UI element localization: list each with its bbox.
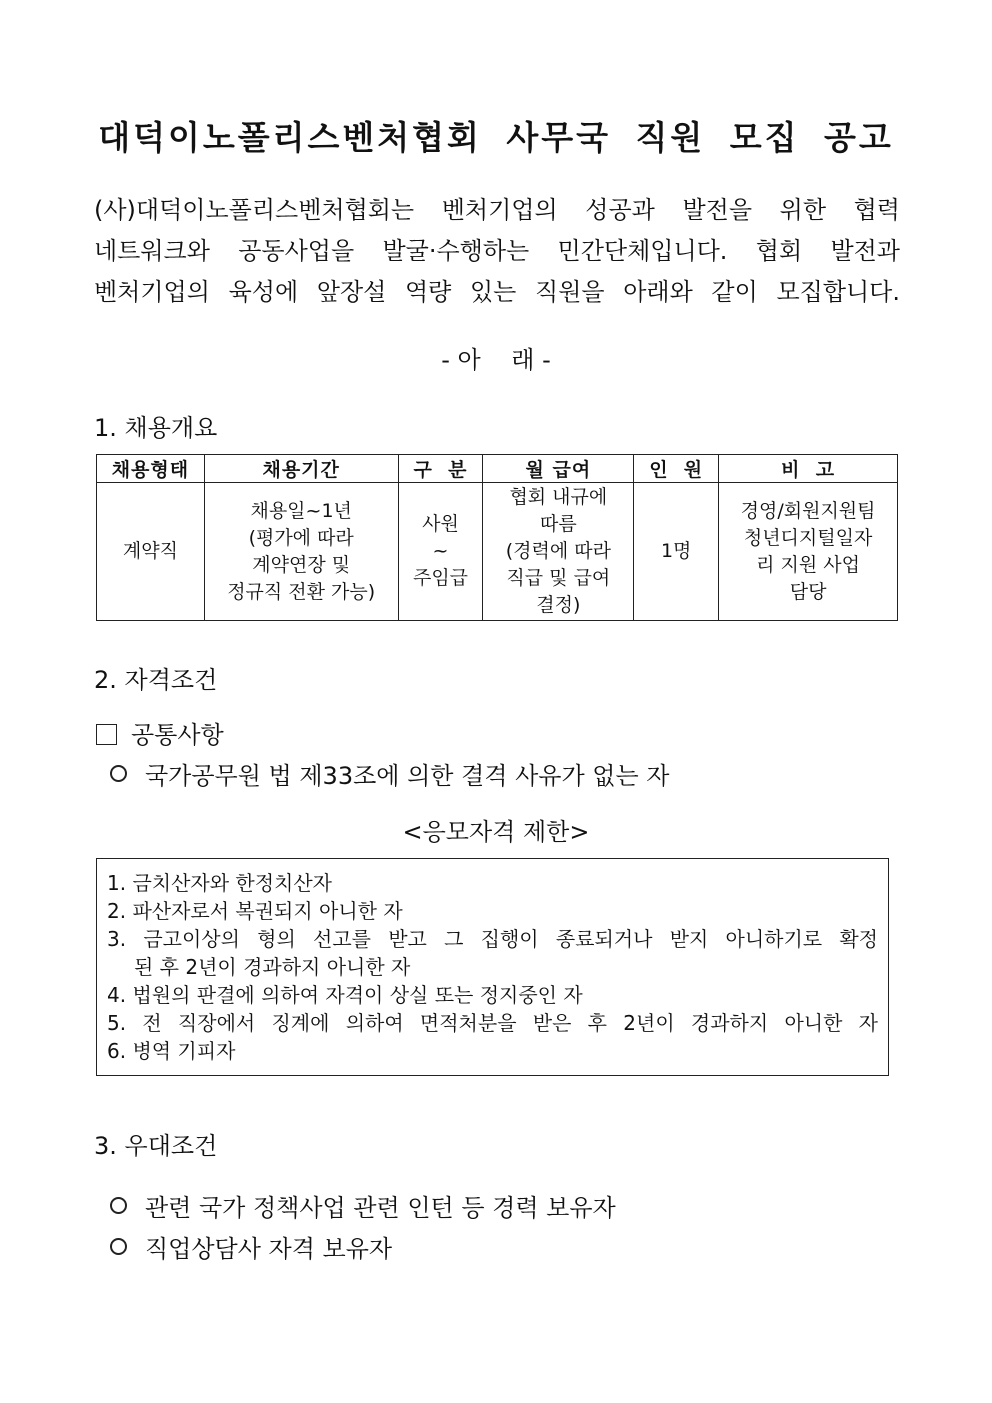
section-heading-overview: 1. 채용개요 — [94, 414, 218, 442]
common-heading-label: 공통사항 — [131, 721, 224, 749]
rank-cell — [398, 483, 483, 621]
intro-paragraph — [94, 190, 900, 313]
cell-line: 청년디지털일자 — [743, 526, 873, 549]
page-title: 대덕이노폴리스벤처협회 사무국 직원 모집 공고 — [98, 118, 894, 157]
cell-line: 리 지원 사업 — [756, 553, 861, 576]
intro-line: 네트워크와 공동사업을 발굴·수행하는 민간단체입니다. 협회 발전과 — [94, 237, 900, 265]
cell-line: 담당 — [789, 580, 827, 603]
table-header: 월 급여 — [483, 455, 634, 483]
list-item: 5. 전 직장에서 징계에 의하여 면적처분을 받은 후 2년이 경과하지 아니한 자 — [107, 1011, 878, 1035]
list-item: 4. 법원의 판결에 의하여 자격이 상실 또는 정지중인 자 — [107, 983, 583, 1007]
salary-cell — [483, 483, 634, 621]
cell-line: 경영/회원지원팀 — [740, 499, 876, 522]
cell-line: 계약연장 및 — [252, 553, 351, 576]
cell-line: 주임급 — [412, 567, 469, 589]
list-item-continuation: 된 후 2년이 경과하지 아니한 자 — [134, 955, 411, 979]
restrictions-box — [96, 858, 889, 1076]
circle-bullet-icon — [110, 1197, 127, 1214]
list-item: 3. 금고이상의 형의 선고를 받고 그 집행이 종료되거나 받지 아니하기로 확정 — [107, 927, 878, 951]
note-cell — [719, 483, 898, 621]
headcount-cell: 1명 — [634, 483, 719, 621]
table-header: 비 고 — [719, 455, 898, 483]
list-item: 2. 파산자로서 복권되지 아니한 자 — [107, 899, 403, 923]
bullet-text: 관련 국가 정책사업 관련 인턴 등 경력 보유자 — [145, 1194, 616, 1222]
bullet-text: 직업상담사 자격 보유자 — [145, 1235, 393, 1263]
recruitment-table — [96, 454, 898, 621]
cell-line: (평가에 따라 — [248, 526, 354, 549]
cell-line: 직급 및 급여 — [506, 567, 611, 589]
cell-line: 정규직 전환 가능) — [227, 580, 376, 603]
common-requirements-heading — [96, 715, 224, 750]
common-requirement-item — [110, 756, 669, 791]
list-item: 1. 금치산자와 한정치산자 — [107, 871, 332, 895]
preference-item — [110, 1188, 616, 1223]
cell-line: 따름 — [539, 513, 577, 535]
cell-line: (경력에 따라 — [505, 540, 611, 562]
preference-item — [110, 1229, 392, 1264]
period-cell — [204, 483, 398, 621]
checkbox-square-icon — [96, 724, 117, 745]
circle-bullet-icon — [110, 1238, 127, 1255]
table-header: 채용형태 — [97, 455, 205, 483]
list-item: 6. 병역 기피자 — [107, 1039, 236, 1063]
cell-line: ~ — [432, 540, 449, 562]
table-header: 구 분 — [398, 455, 483, 483]
employment-type-cell: 계약직 — [97, 483, 205, 621]
cell-line: 협회 내규에 — [509, 486, 608, 508]
intro-line: 벤처기업의 육성에 앞장설 역량 있는 직원을 아래와 같이 모집합니다. — [94, 278, 900, 306]
section-heading-qualifications: 2. 자격조건 — [94, 666, 218, 694]
cell-line: 채용일~1년 — [250, 499, 352, 522]
bullet-text: 국가공무원 법 제33조에 의한 결격 사유가 없는 자 — [145, 762, 670, 790]
intro-line: (사)대덕이노폴리스벤처협회는 벤처기업의 성공과 발전을 위한 협력 — [94, 196, 900, 224]
below-marker: - 아 래 - — [441, 346, 551, 374]
table-header: 채용기간 — [204, 455, 398, 483]
table-row — [97, 483, 898, 621]
section-heading-preferences: 3. 우대조건 — [94, 1132, 218, 1160]
cell-line: 사원 — [422, 513, 459, 535]
restriction-title: <응모자격 제한> — [402, 818, 590, 846]
table-header: 인 원 — [634, 455, 719, 483]
cell-line: 결정) — [536, 594, 581, 616]
table-header-row — [97, 455, 898, 483]
circle-bullet-icon — [110, 765, 127, 782]
